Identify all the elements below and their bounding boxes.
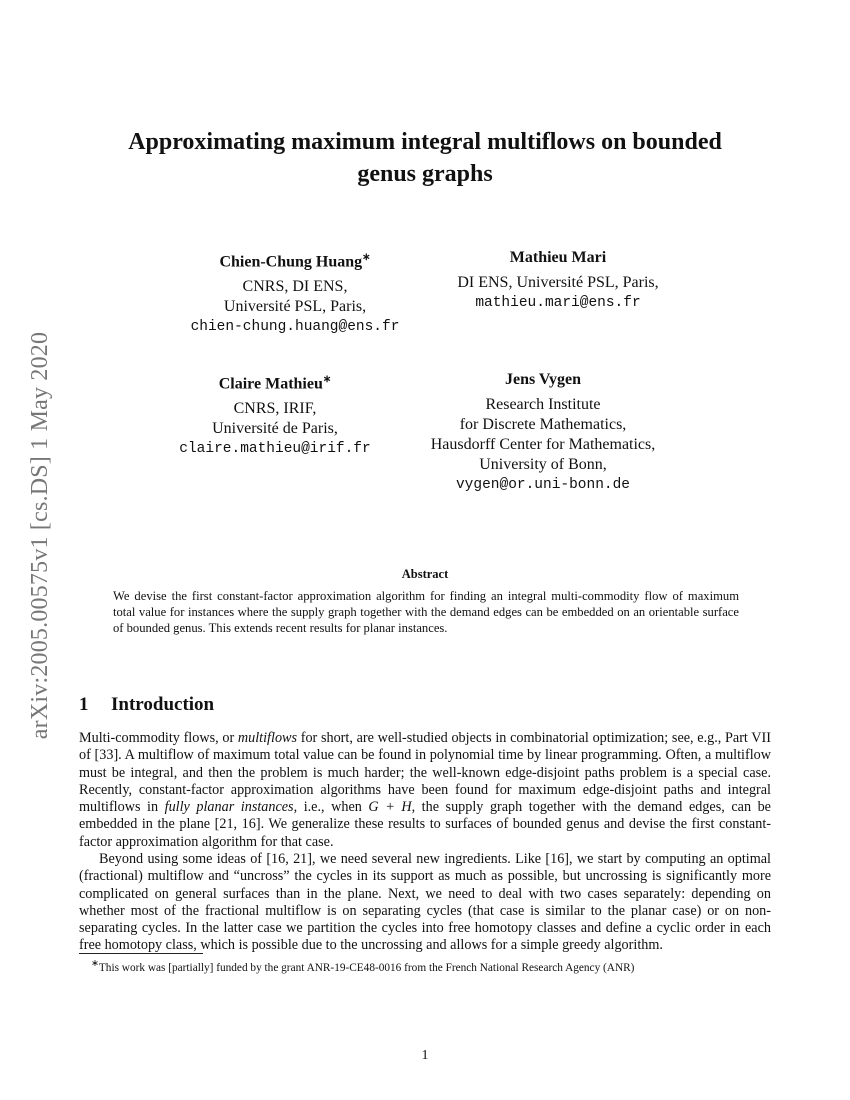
section-title: Introduction (111, 694, 215, 715)
paper-title (80, 126, 770, 190)
footnote: ∗This work was [partially] funded by the grant ANR-19-CE48-0016 from the French National Research Agency (ANR) (91, 959, 635, 974)
author-affiliation: Hausdorff Center for Mathematics, (430, 436, 656, 453)
author-block (418, 248, 698, 313)
author-affiliation: Research Institute (485, 396, 601, 413)
author-email: chien-chung.huang@ens.fr (190, 319, 400, 336)
intro-paragraph-1: Multi-commodity flows, or multiflows for short, are well-studied objects in combinatorial optimization; see, e.g., Part VII of [33]. A multiflow of maximum total value can be found in polynomial time by linear programming. Often, a multiflow must be integral, and then the problem is much harder; the well-known edge-disjoint paths problem is a special case. Recently, constant-factor approximation algorithms have been found for maximum edge-disjoint paths and integral multiflows in fully planar instances, i.e., when G + H, the supply graph together with the demand edges, can be embedded in the plane [21, 16]. We generalize these results to surfaces of bounded genus and devise the first constant-factor approximation algorithm for that case. (79, 730, 772, 850)
author-name: Jens Vygen (504, 371, 582, 388)
page-number: 1 (421, 1048, 429, 1063)
author-email: vygen@or.uni-bonn.de (455, 477, 631, 493)
author-name: Chien-Chung Huang∗ (219, 252, 371, 271)
author-affiliation: CNRS, DI ENS, (242, 278, 348, 296)
paper-title-line-2: genus graphs (357, 161, 493, 187)
paper-title-line-1: Approximating maximum integral multiflows on bounded (128, 129, 722, 155)
author-block (398, 370, 688, 495)
abstract-heading: Abstract (401, 567, 449, 581)
arxiv-identifier-text: arXiv:2005.00575v1 [cs.DS] 1 May 2020 (27, 331, 54, 739)
author-email: claire.mathieu@irif.fr (179, 441, 371, 458)
author-block (180, 248, 410, 337)
author-affiliation: Université de Paris, (212, 420, 338, 438)
author-affiliation: Université PSL, Paris, (223, 298, 367, 316)
author-affiliation: DI ENS, Université PSL, Paris, (457, 274, 659, 291)
author-email: mathieu.mari@ens.fr (475, 295, 641, 311)
section-number: 1 (79, 694, 89, 715)
section-heading (79, 694, 214, 716)
author-affiliation: CNRS, IRIF, (233, 400, 317, 418)
footnote-divider (79, 953, 203, 954)
author-name: Claire Mathieu∗ (218, 374, 332, 393)
author-name: Mathieu Mari (509, 249, 607, 266)
author-block (160, 370, 390, 459)
abstract-text: We devise the first constant-factor approximation algorithm for finding an integral multi-commodity flow of maximum total value for instances where the supply graph together with the demand edges can be embedded on an orientable surface of bounded genus. This extends recent results for planar instances. (113, 589, 739, 635)
intro-paragraph-2: Beyond using some ideas of [16, 21], we need several new ingredients. Like [16], we start by computing an optimal (fractional) multiflow and “uncross” the cycles in its support as much as possible, but uncrossing is significantly more complicated on general surfaces than in the plane. Next, we need to deal with two cases separately: depending on whether most of the fractional multiflow is on separating cycles (that case is similar to the planar case) or on non-separating cycles. In the latter case we partition the cycles into free homotopy classes and define a cyclic order in each free homotopy class, which is possible due to the uncrossing and allows for a simple greedy algorithm. (79, 851, 771, 954)
author-affiliation: for Discrete Mathematics, (459, 416, 627, 433)
author-affiliation: University of Bonn, (479, 456, 607, 473)
arxiv-identifier (26, 295, 56, 775)
